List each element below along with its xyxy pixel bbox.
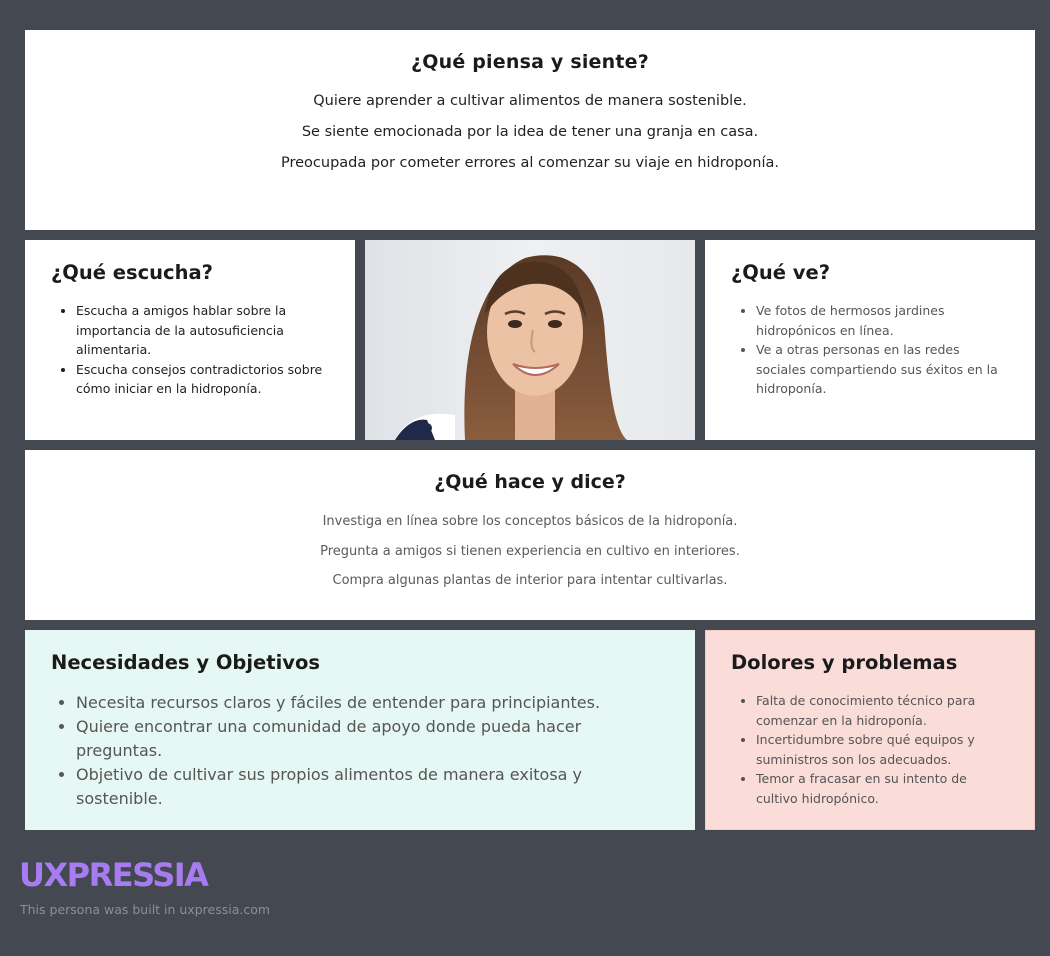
list-item: • Quiere encontrar una comunidad de apoyo donde pueda hacer preguntas. xyxy=(76,715,669,763)
see-title: ¿Qué ve? xyxy=(731,261,831,284)
think-feel-card xyxy=(25,30,1035,230)
needs-goals-card xyxy=(25,630,695,830)
needs-goals-title: Necesidades y Objetivos xyxy=(51,651,320,674)
uxpressia-logo[interactable]: UXPRESSIA xyxy=(19,856,208,894)
needs-list xyxy=(51,691,669,811)
think-feel-line: Se siente emocionada por la idea de tener una granja en casa. xyxy=(301,124,759,140)
does-says-line: Pregunta a amigos si tienen experiencia en cultivo en interiores. xyxy=(320,543,740,559)
hear-card xyxy=(25,240,355,440)
credit-text: This persona was built in uxpressia.com xyxy=(20,902,271,917)
list-item: • Falta de conocimiento técnico para comenzar en la hidroponía. xyxy=(756,691,1009,730)
does-says-card xyxy=(25,450,1035,620)
list-item: • Necesita recursos claros y fáciles de entender para principiantes. xyxy=(76,691,669,715)
list-item: • Ve a otras personas en las redes sociales compartiendo sus éxitos en la hidroponía. xyxy=(756,340,1009,399)
think-feel-line: Preocupada por cometer errores al comenzar su viaje en hidroponía. xyxy=(281,155,779,171)
list-item: • Ve fotos de hermosos jardines hidropónicos en línea. xyxy=(756,301,1009,340)
see-list xyxy=(731,301,1009,399)
list-item: • Objetivo de cultivar sus propios alimentos de manera exitosa y sostenible. xyxy=(76,763,669,811)
does-says-title: ¿Qué hace y dice? xyxy=(434,471,626,493)
pains-list xyxy=(731,691,1009,808)
list-item: • Escucha a amigos hablar sobre la importancia de la autosuficiencia alimentaria. xyxy=(76,301,329,360)
does-says-line: Compra algunas plantas de interior para intentar cultivarlas. xyxy=(332,573,728,588)
hear-list xyxy=(51,301,329,399)
think-feel-title: ¿Qué piensa y siente? xyxy=(411,51,649,73)
hear-title: ¿Qué escucha? xyxy=(51,261,213,284)
list-item: • Temor a fracasar en su intento de cultivo hidropónico. xyxy=(756,769,1009,808)
list-item: • Incertidumbre sobre qué equipos y suministros son los adecuados. xyxy=(756,730,1009,769)
see-card xyxy=(705,240,1035,440)
persona-photo xyxy=(365,240,695,440)
pains-card xyxy=(705,630,1035,830)
list-item: • Escucha consejos contradictorios sobre cómo iniciar en la hidroponía. xyxy=(76,360,329,399)
does-says-line: Investiga en línea sobre los conceptos básicos de la hidroponía. xyxy=(322,514,738,529)
think-feel-line: Quiere aprender a cultivar alimentos de manera sostenible. xyxy=(313,93,747,109)
persona-avatar-illustration xyxy=(365,240,695,440)
pains-title: Dolores y problemas xyxy=(731,651,958,674)
